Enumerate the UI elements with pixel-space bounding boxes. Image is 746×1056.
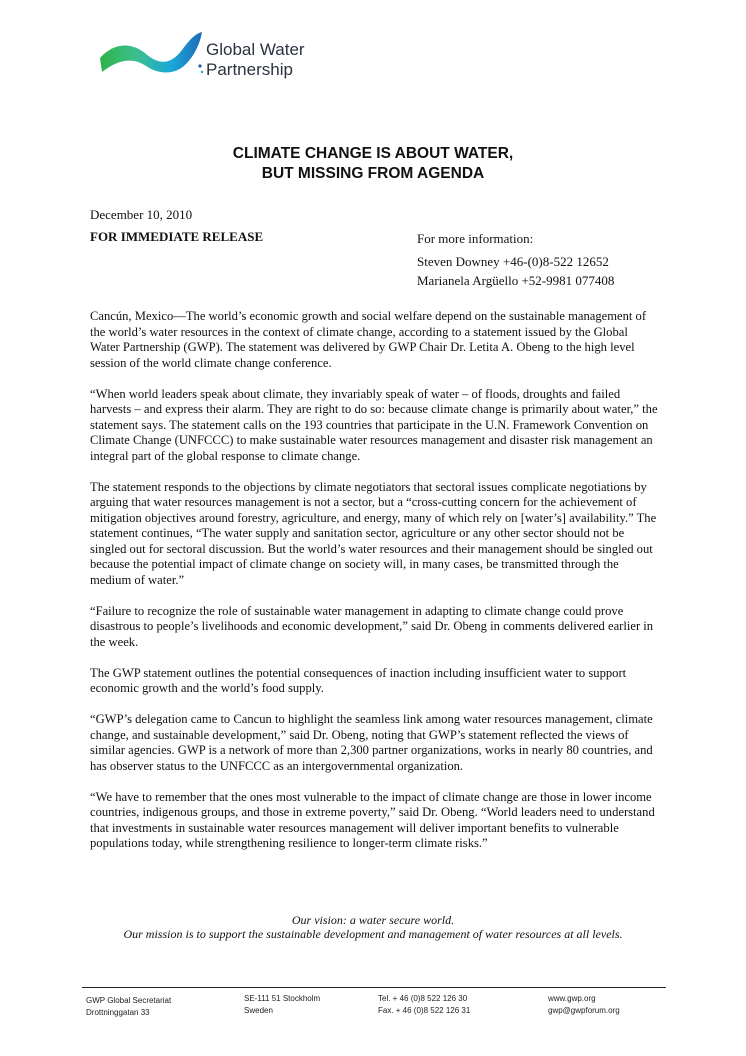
logo-line-1: Global Water bbox=[206, 40, 305, 59]
vision-mission bbox=[0, 913, 746, 941]
footer-country: Sweden bbox=[244, 1006, 273, 1015]
release-label: FOR IMMEDIATE RELEASE bbox=[90, 229, 264, 244]
footer-fax: Fax. + 46 (0)8 522 126 31 bbox=[378, 1006, 471, 1015]
footer-city bbox=[244, 993, 320, 1017]
paragraph: Cancún, Mexico—The world’s economic growth and social welfare depend on the sustainable management of the world’s water resources in the context of climate change, according to a statement issued by the Global Water Partnership (GWP). The statement was delivered by GWP Chair Dr. Letita A. Obeng to the high level session of the world climate change conference. bbox=[90, 309, 647, 370]
contact-label: For more information: bbox=[417, 231, 534, 246]
article-body bbox=[90, 309, 660, 867]
contact-steven: Steven Downey +46-(0)8-522 12652 bbox=[417, 254, 609, 269]
contact-marianela: Marianela Argüello +52-9981 077408 bbox=[417, 273, 615, 288]
vision-line: Our vision: a water secure world. bbox=[291, 913, 455, 927]
headline-line-2: BUT MISSING FROM AGENDA bbox=[261, 165, 485, 182]
headline-line-1: CLIMATE CHANGE IS ABOUT WATER, bbox=[232, 145, 514, 162]
footer-tel: Tel. + 46 (0)8 522 126 30 bbox=[378, 994, 468, 1003]
release-date: December 10, 2010 bbox=[90, 207, 193, 222]
paragraph: “Failure to recognize the role of sustainable water management in adapting to climate change could prove disastrous to people’s livelihoods and economic development,” said Dr. Obeng in comments delivered earlier in the week. bbox=[90, 603, 654, 649]
paragraph: “GWP’s delegation came to Cancun to highlight the seamless link among water resources management, climate change, and sustainable development,” said Dr. Obeng, noting that GWP’s statement reflected the views of similar agencies. GWP is a network of more than 2,300 partner organizations, works in nearly 80 countries, and has observer status to the UNFCCC as an intergovernmental organization. bbox=[90, 712, 653, 773]
footer-street: Drottninggatan 33 bbox=[86, 1008, 150, 1017]
footer-postcode: SE-111 51 Stockholm bbox=[244, 994, 321, 1003]
paragraph: “When world leaders speak about climate, they invariably speak of water – of floods, droughts and failed harvests – and express their alarm. They are right to do so: because climate change is primarily about water,” the statement says. The statement calls on the 193 countries that participate in the U.N. Framework Convention on Climate Change (UNFCCC) to make sustainable water resources management and disaster risk management an integral part of the global response to climate change. bbox=[90, 386, 658, 463]
footer-email-link[interactable]: gwp@gwpforum.org bbox=[548, 1006, 620, 1015]
logo-wordmark bbox=[206, 40, 305, 80]
paragraph: The statement responds to the objections by climate negotiators that sectoral issues complicate negotiations by arguing that water resources management is not a sector, but a “cross-cutting concern for the achievement of mitigation objectives around forestry, agriculture, and energy, many of which rely on [water’s] availability.” The statement continues, “The water supply and sanitation sector, agriculture or any other sector should not be singled out for sectoral discussion. But the world’s water resources and their management should be singled out because the potential impact of climate change on society will, in many cases, be transmitted through the medium of water.” bbox=[90, 479, 657, 587]
gwp-logo bbox=[96, 28, 336, 88]
footer-divider bbox=[82, 987, 666, 988]
contact-info bbox=[417, 229, 614, 290]
paragraph: The GWP statement outlines the potential consequences of inaction including insufficient water to support economic growth and the world’s food supply. bbox=[90, 665, 627, 695]
footer-phone bbox=[378, 993, 470, 1017]
mission-line: Our mission is to support the sustainable development and management of water resources at all levels. bbox=[123, 927, 623, 941]
footer-org-name: GWP Global Secretariat bbox=[86, 996, 172, 1005]
headline bbox=[0, 144, 746, 184]
footer-website-link[interactable]: www.gwp.org bbox=[548, 994, 596, 1003]
gwp-wave-logo-icon bbox=[96, 28, 206, 80]
logo-line-2: Partnership bbox=[206, 60, 293, 79]
footer-org bbox=[86, 995, 171, 1019]
paragraph: “We have to remember that the ones most vulnerable to the impact of climate change are those in lower income countries, indigenous groups, and those in extreme poverty,” said Dr. Obeng. “World leaders need to understand that investments in sustainable water resources management will deliver important benefits to vulnerable populations today, while strengthening resilience to longer-term climate risks.” bbox=[90, 789, 655, 850]
footer-web bbox=[548, 993, 620, 1017]
